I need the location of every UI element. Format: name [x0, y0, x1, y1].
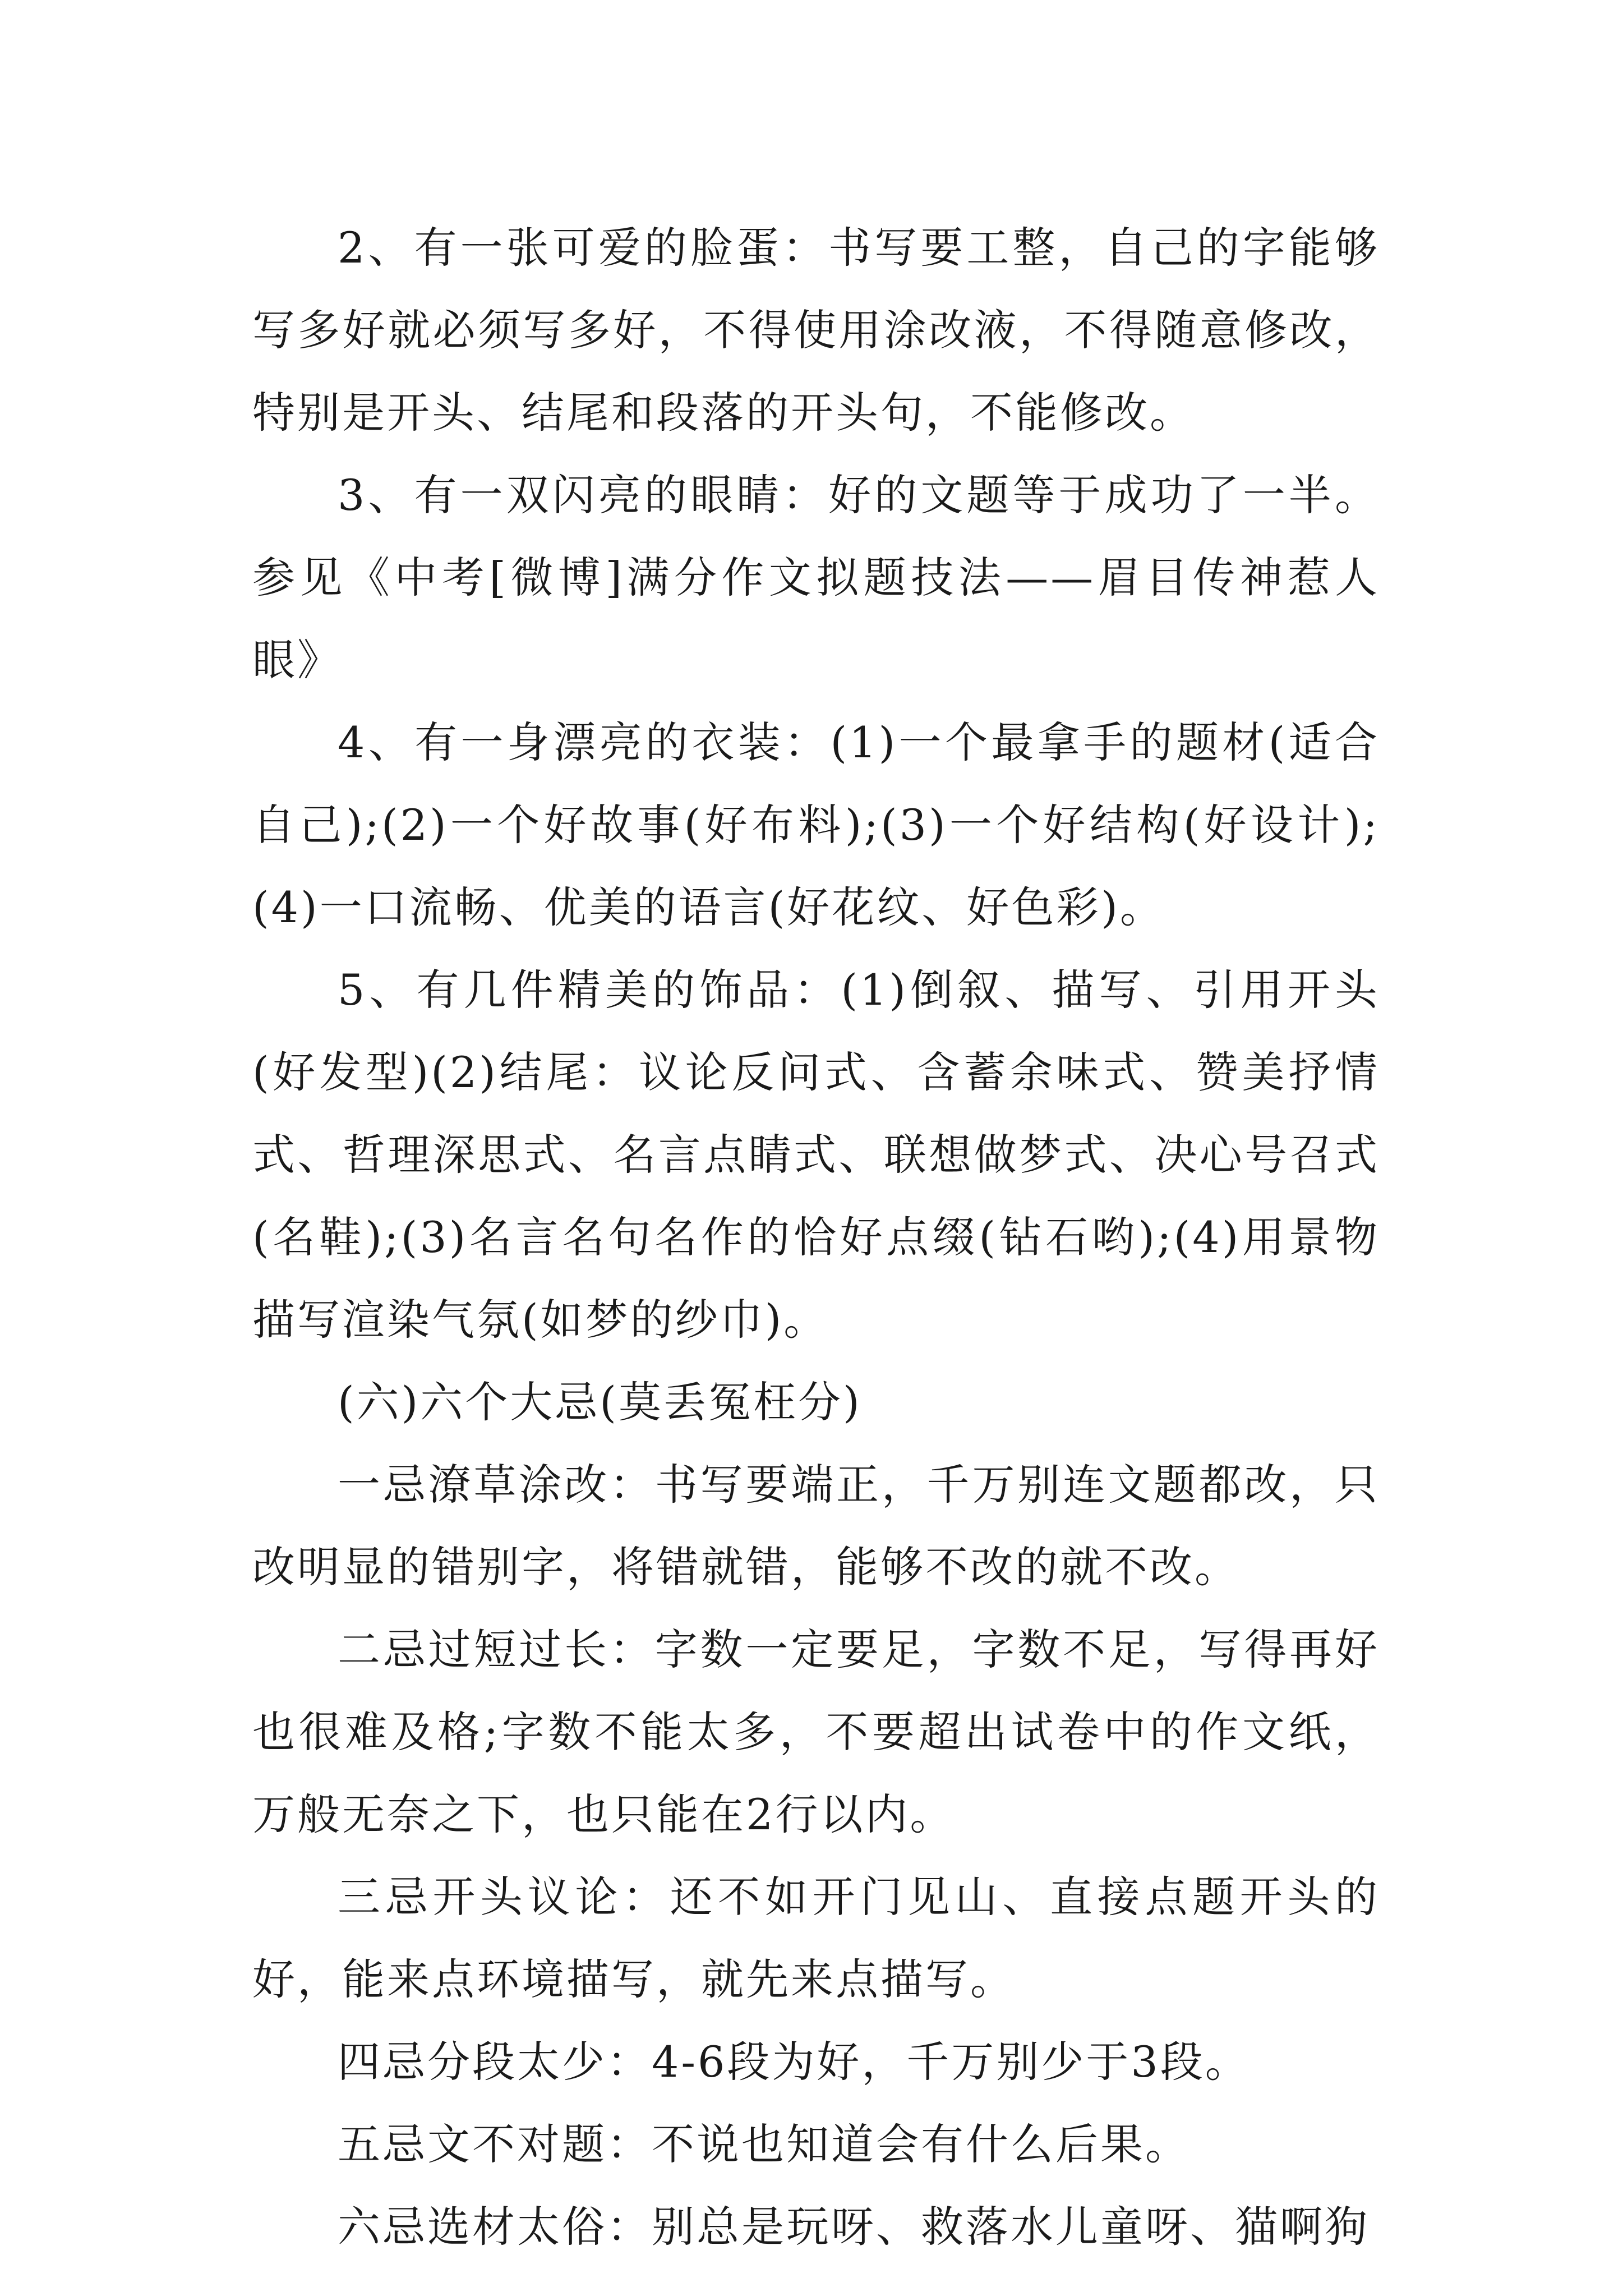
paragraph-taboo-2: 二忌过短过长：字数一定要足，字数不足，写得再好也很难及格;字数不能太多，不要超出试卷中的作文纸，万般无奈之下，也只能在2行以内。 — [252, 1625, 1380, 1839]
paragraph-taboo-4: 四忌分段太少：4-6段为好，千万别少于3段。 — [338, 2037, 1250, 2087]
paragraph-taboo-1: 一忌潦草涂改：书写要端正，千万别连文题都改，只改明显的错别字，将错就错，能够不改的就不改。 — [252, 1460, 1380, 1592]
section-heading-six-taboos: (六)六个大忌(莫丢冤枉分) — [338, 1377, 862, 1427]
paragraph-taboo-6: 六忌选材太俗：别总是玩呀、救落水儿童呀、猫啊狗 — [338, 2202, 1370, 2252]
paragraph-item-3: 3、有一双闪亮的眼睛：好的文题等于成功了一半。参见《中考[微博]满分作文拟题技法——眉目传神惹人眼》 — [252, 470, 1380, 685]
paragraph-item-5: 5、有几件精美的饰品：(1)倒叙、描写、引用开头(好发型)(2)结尾：议论反问式、含蓄余味式、赞美抒情式、哲理深思式、名言点睛式、联想做梦式、决心号召式(名鞋);(3)名言名句名作的恰好点缀(钻石哟);(4)用景物描写渲染气氛(如梦的纱巾)。 — [252, 965, 1380, 1345]
document-body — [252, 206, 1380, 2268]
paragraph-taboo-5: 五忌文不对题：不说也知道会有什么后果。 — [338, 2119, 1190, 2169]
paragraph-taboo-3: 三忌开头议论：还不如开门见山、直接点题开头的好，能来点环境描写，就先来点描写。 — [252, 1872, 1380, 2004]
paragraph-item-4: 4、有一身漂亮的衣装：(1)一个最拿手的题材(适合自己);(2)一个好故事(好布料);(3)一个好结构(好设计);(4)一口流畅、优美的语言(好花纹、好色彩)。 — [252, 717, 1380, 932]
paragraph-item-2: 2、有一张可爱的脸蛋：书写要工整，自己的字能够写多好就必须写多好，不得使用涂改液，不得随意修改，特别是开头、结尾和段落的开头句，不能修改。 — [252, 223, 1380, 438]
